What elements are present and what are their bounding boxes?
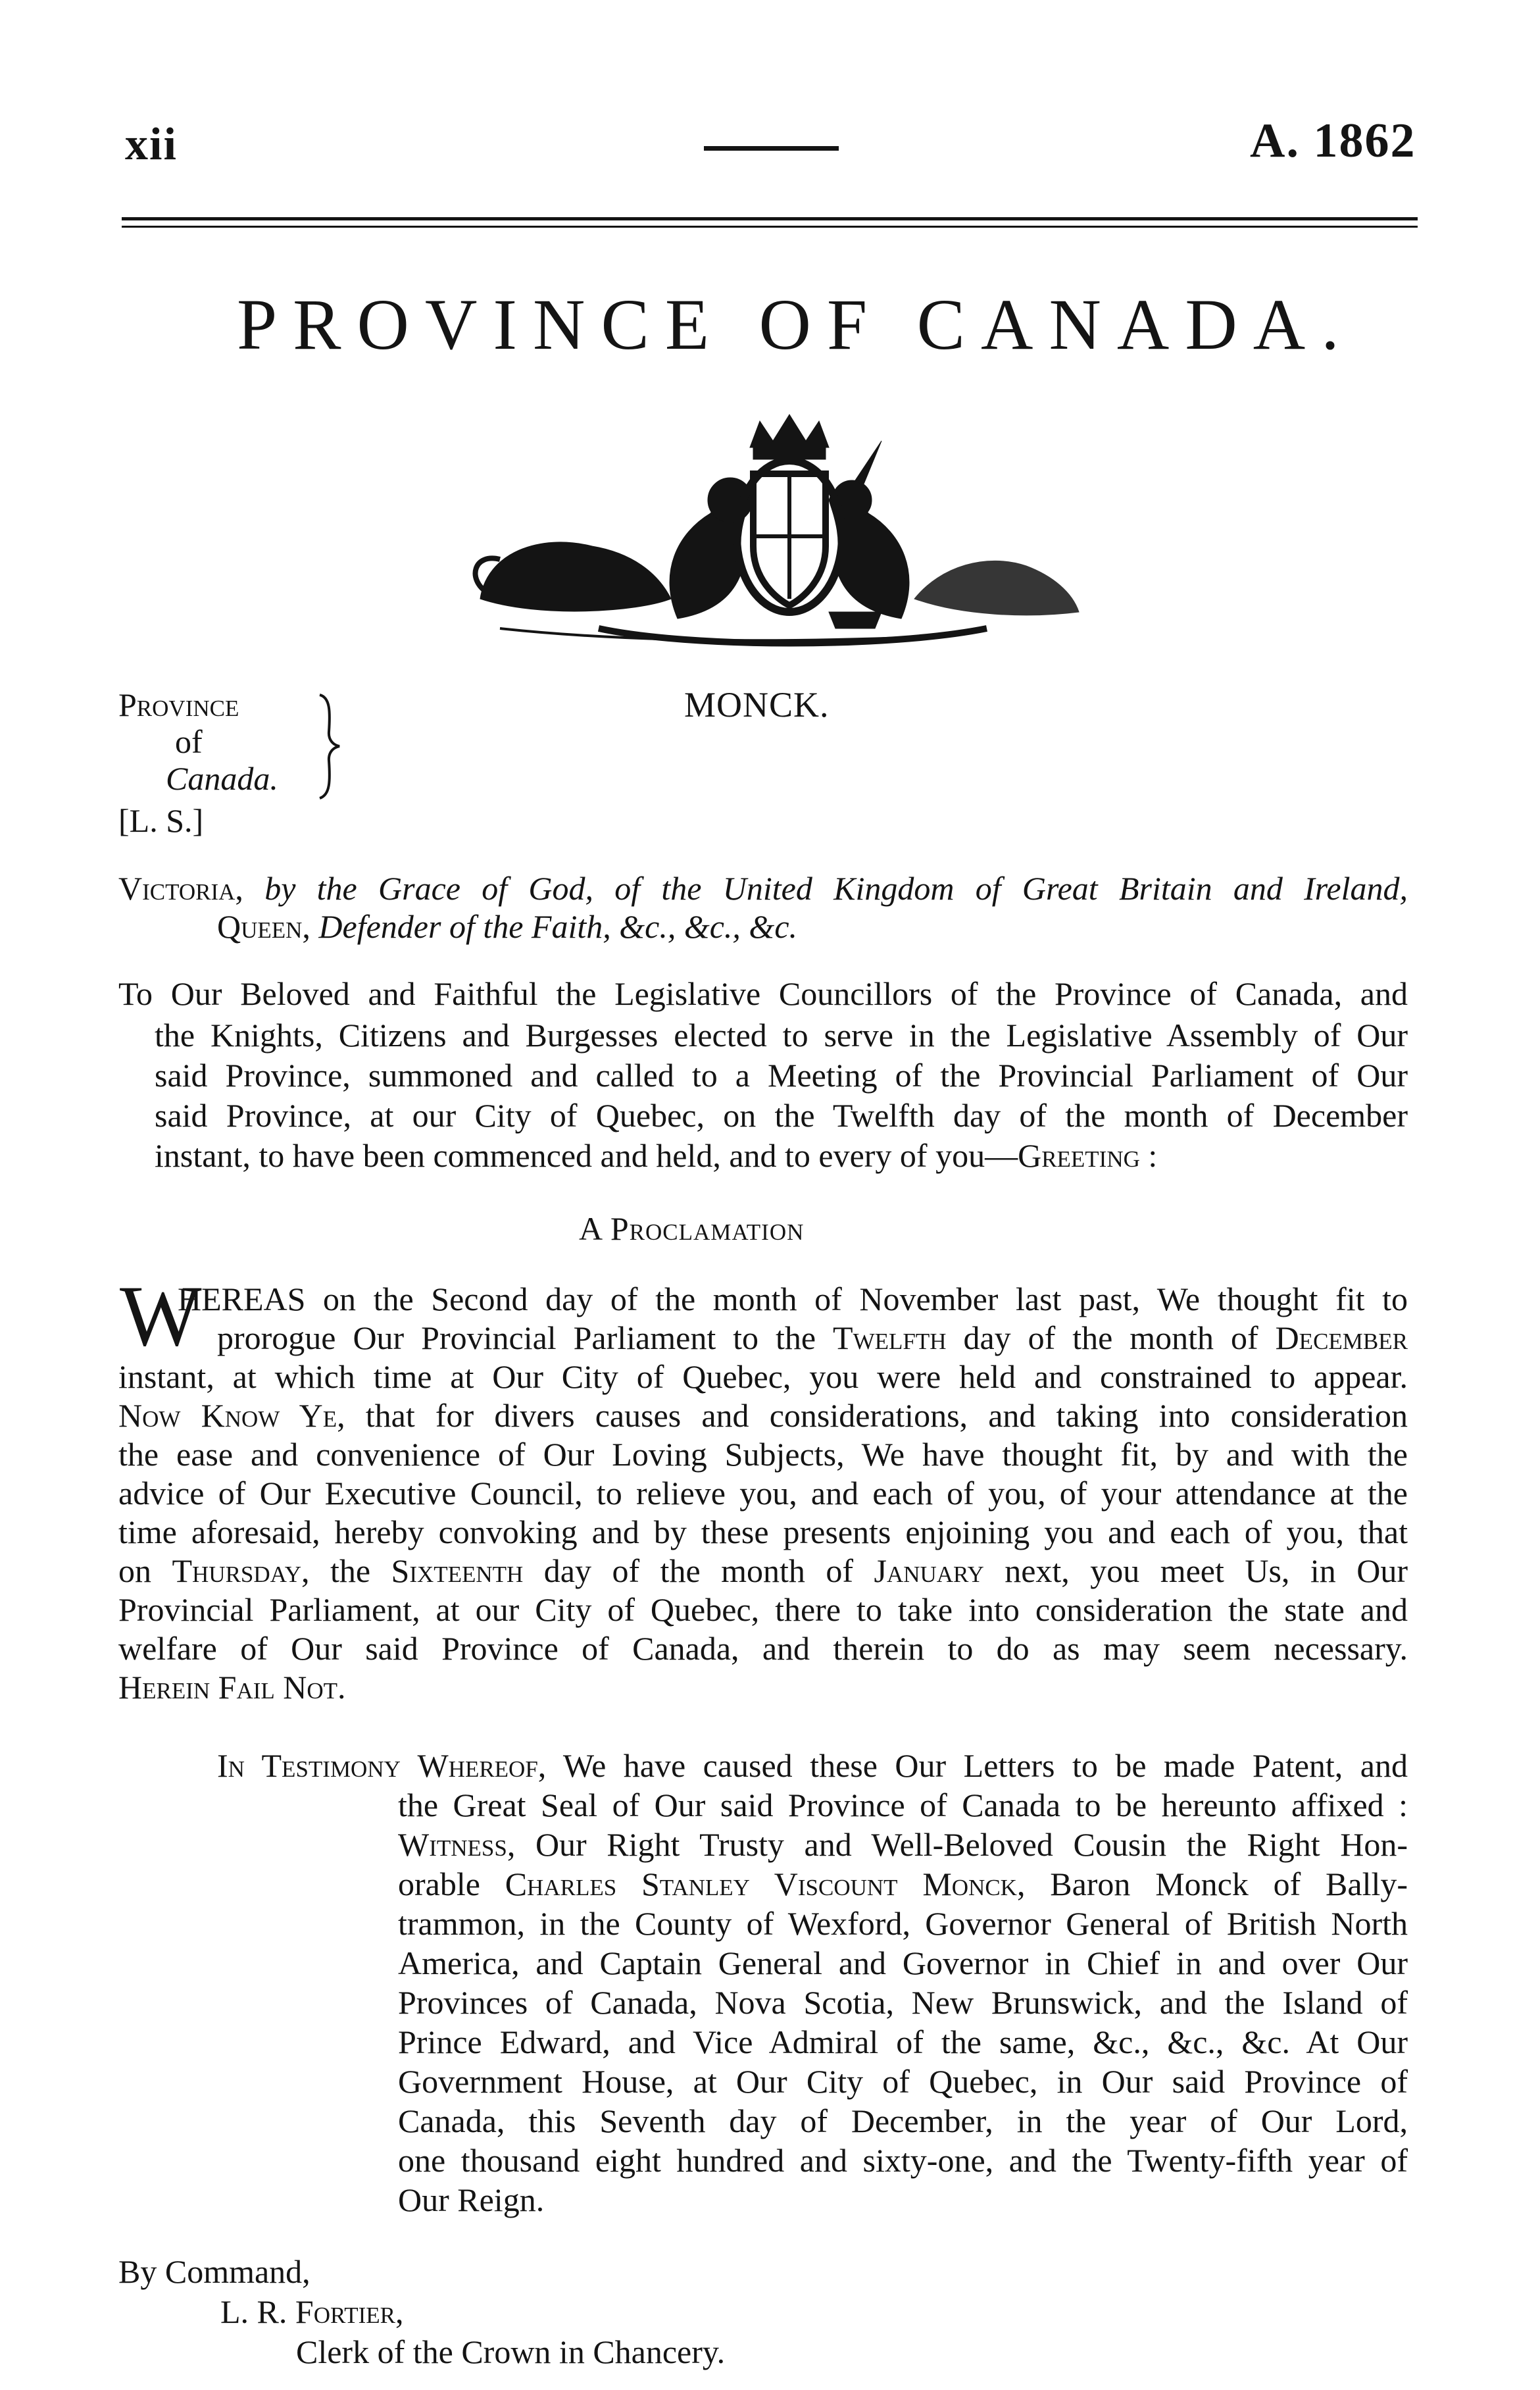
- testimony-line-9: Government House, at Our City of Quebec, in Our said Province of: [398, 2063, 1408, 2100]
- by-command: By Command,: [118, 2253, 310, 2290]
- whereas-line-1: HEREAS on the Second day of the month of November last past, We thought fit to: [178, 1281, 1408, 1317]
- address-line-5: instant, to have been commenced and held, and to every of you—Greeting :: [155, 1137, 1158, 1174]
- crown-icon: [750, 415, 829, 447]
- whereas-line-8: on Thursday, the Sixteenth day of the month of January next, you meet Us, in Our: [118, 1552, 1408, 1589]
- whereas-line-6: advice of Our Executive Council, to relieve you, and each of you, of your attendance at the: [118, 1475, 1408, 1512]
- governor-name: MONCK.: [684, 685, 830, 725]
- address-line-1: To Our Beloved and Faithful the Legislative Councillors of the Province of Canada, and: [118, 975, 1408, 1012]
- testimony-line-12: Our Reign.: [398, 2181, 545, 2218]
- testimony-line-3: Witness, Our Right Trusty and Well-Beloved Cousin the Right Hon-: [398, 1826, 1408, 1863]
- whereas-line-10: welfare of Our said Province of Canada, and therein to do as may seem necessary.: [118, 1630, 1408, 1667]
- signatory-name: L. R. Fortier,: [220, 2293, 404, 2330]
- whereas-line-7: time aforesaid, hereby convoking and by these presents enjoining you and each of you, that: [118, 1513, 1408, 1550]
- province-label: Province: [118, 686, 239, 723]
- victoria-line-2: Queen, Defender of the Faith, &c., &c., &c.: [217, 908, 798, 945]
- header-rule-top: [122, 217, 1418, 220]
- testimony-line-11: one thousand eight hundred and sixty-one, and the Twenty-fifth year of: [398, 2142, 1408, 2179]
- whereas-line-11: Herein Fail Not.: [118, 1669, 346, 1706]
- whereas-line-3: instant, at which time at Our City of Quebec, you were held and constrained to appear.: [118, 1358, 1408, 1395]
- of-label: of: [175, 723, 203, 760]
- drop-cap: W: [120, 1267, 202, 1364]
- testimony-line-1: In Testimony Whereof, We have caused these Our Letters to be made Patent, and: [217, 1747, 1408, 1784]
- whereas-line-5: the ease and convenience of Our Loving Subjects, We have thought fit, by and with the: [118, 1436, 1408, 1473]
- testimony-line-5: trammon, in the County of Wexford, Governor General of British North: [398, 1905, 1408, 1942]
- address-line-2: the Knights, Citizens and Burgesses elected to serve in the Legislative Assembly of Our: [155, 1017, 1408, 1054]
- province-seal-block: [118, 684, 335, 855]
- signatory-title: Clerk of the Crown in Chancery.: [296, 2333, 726, 2370]
- whereas-line-2: prorogue Our Provincial Parliament to the Twelfth day of the month of December: [217, 1319, 1408, 1356]
- page-number: xii: [125, 119, 178, 170]
- testimony-line-7: Provinces of Canada, Nova Scotia, New Brunswick, and the Island of: [398, 1984, 1408, 2021]
- victoria-line-1: Victoria, by the Grace of God, of the United Kingdom of Great Britain and Ireland,: [118, 870, 1408, 907]
- testimony-line-10: Canada, this Seventh day of December, in the year of Our Lord,: [398, 2102, 1408, 2139]
- header-rule-bottom: [122, 226, 1418, 228]
- canada-label: Canada.: [166, 760, 278, 797]
- proclamation-heading: A Proclamation: [579, 1210, 805, 1247]
- brace-icon: [316, 692, 342, 801]
- address-line-4: said Province, at our City of Quebec, on the Twelfth day of the month of December: [155, 1097, 1408, 1134]
- page-title: PROVINCE OF CANADA.: [237, 284, 1355, 365]
- header-dash: [704, 146, 839, 151]
- whereas-line-4: Now Know Ye, that for divers causes and considerations, and taking into consideration: [118, 1397, 1408, 1434]
- page-year: A. 1862: [1250, 114, 1416, 168]
- testimony-line-4: orable Charles Stanley Viscount Monck, Baron Monck of Bally-: [398, 1866, 1408, 1902]
- whereas-line-9: Provincial Parliament, at our City of Quebec, there to take into consideration the state and: [118, 1591, 1408, 1628]
- address-line-3: said Province, summoned and called to a Meeting of the Provincial Parliament of Our: [155, 1057, 1408, 1094]
- royal-crest-icon: [460, 401, 1118, 651]
- seal-label: [L. S.]: [118, 802, 204, 839]
- testimony-line-8: Prince Edward, and Vice Admiral of the same, &c., &c., &c. At Our: [398, 2023, 1408, 2060]
- testimony-line-6: America, and Captain General and Governor in Chief in and over Our: [398, 1945, 1408, 1981]
- testimony-line-2: the Great Seal of Our said Province of Canada to be hereunto affixed :: [398, 1787, 1408, 1823]
